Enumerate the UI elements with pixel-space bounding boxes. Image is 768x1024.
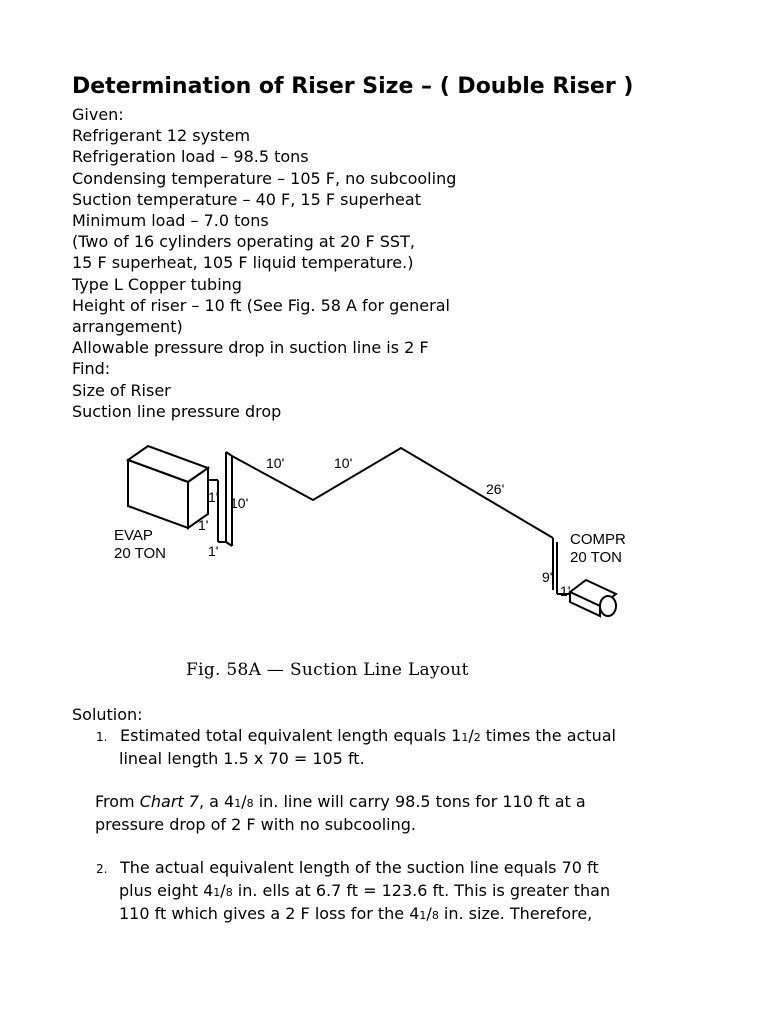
fraction-numerator: 1: [419, 909, 427, 922]
dim-riser-drop-3: 1': [208, 543, 219, 559]
step-number: 1.: [96, 730, 108, 744]
dim-compr-stub: 1': [560, 583, 571, 599]
step-text-part: in. ells at 6.7 ft = 123.6 ft. This is greater than: [232, 881, 611, 900]
evap-tons: 20 TON: [114, 545, 166, 562]
fraction-denominator: 8: [431, 909, 439, 922]
solution-step-2: [72, 857, 722, 926]
page-title: Determination of Riser Size – ( Double Riser ): [72, 74, 634, 99]
step-text: Estimated total equivalent length equals 1: [120, 726, 462, 745]
evaporator-box: [128, 446, 208, 528]
fraction-denominator: 2: [473, 731, 481, 744]
given-line: Suction temperature – 40 F, 15 F superheat: [72, 189, 421, 209]
fraction-numerator: 1: [234, 797, 242, 810]
suction-line-diagram: [108, 430, 638, 660]
document-page: [72, 70, 722, 422]
given-line: Given:: [72, 105, 124, 124]
step-text: The actual equivalent length of the suction line equals 70 ft: [120, 858, 599, 877]
given-line: Suction line pressure drop: [72, 401, 282, 421]
fraction-denominator: 8: [246, 797, 254, 810]
fraction-numerator: 1: [213, 886, 221, 899]
solution-section: [72, 705, 722, 926]
given-line: Height of riser – 10 ft (See Fig. 58 A for general: [72, 295, 450, 315]
para-text: in. line will carry 98.5 tons for 110 ft at a: [253, 792, 586, 811]
step-text-part: plus eight 4: [119, 881, 214, 900]
dim-run-3: 26': [486, 481, 505, 497]
given-line: Allowable pressure drop in suction line is 2 F: [72, 338, 429, 358]
step-text-part: 110 ft which gives a 2 F loss for the 4: [119, 904, 420, 923]
given-line: Type L Copper tubing: [72, 274, 242, 294]
step-text: 110 ft which gives a 2 F loss for the 41/8 in. size. Therefore,: [119, 904, 593, 923]
step-text-part: in. size. Therefore,: [438, 904, 593, 923]
given-line: (Two of 16 cylinders operating at 20 F SST,: [72, 232, 415, 252]
para-text: pressure drop of 2 F with no subcooling.: [95, 815, 416, 834]
given-line: Refrigeration load – 98.5 tons: [72, 147, 309, 167]
compr-tons: 20 TON: [570, 549, 622, 566]
given-line: Condensing temperature – 105 F, no subcooling: [72, 168, 457, 188]
para-text: From: [95, 792, 140, 811]
solution-step-1: 1. Estimated total equivalent length equals 11/2 times the actual lineal length 1.5 x 70 = 105 ft.: [72, 725, 722, 769]
dim-run-2: 10': [334, 455, 353, 471]
given-line: Size of Riser: [72, 380, 171, 400]
given-line: Find:: [72, 359, 111, 379]
dim-compr-drop: 9': [542, 569, 553, 585]
step-text: lineal length 1.5 x 70 = 105 ft.: [119, 749, 365, 768]
chart-reference: Chart 7: [139, 792, 199, 811]
chart-paragraph: From Chart 7, a 41/8 in. line will carry 98.5 tons for 110 ft at a pressure drop of 2 F with no subcooling.: [72, 791, 722, 835]
given-line: Minimum load – 7.0 tons: [72, 211, 269, 231]
suction-line-figure: [108, 430, 638, 690]
para-text: , a 4: [198, 792, 235, 811]
step-text: times the actual: [480, 726, 616, 745]
given-line: 15 F superheat, 105 F liquid temperature.): [72, 253, 414, 273]
compressor-box: [570, 580, 616, 616]
solution-label: Solution:: [72, 705, 143, 724]
dim-riser-drop-2: 1': [198, 517, 209, 533]
given-section: [72, 104, 722, 422]
dim-riser-height: 10': [230, 495, 249, 511]
fraction-denominator: 8: [225, 886, 233, 899]
compr-label: COMPR: [570, 531, 626, 548]
dim-run-1: 10': [266, 455, 285, 471]
fraction-numerator: 1: [461, 731, 469, 744]
evap-label: EVAP: [114, 527, 153, 544]
step-text: plus eight 41/8 in. ells at 6.7 ft = 123.6 ft. This is greater than: [119, 881, 611, 900]
figure-caption: Fig. 58A — Suction Line Layout: [186, 660, 469, 680]
given-line: arrangement): [72, 317, 183, 337]
step-number: 2.: [96, 862, 108, 876]
dim-riser-drop-1: 1': [208, 489, 219, 505]
given-line: Refrigerant 12 system: [72, 126, 251, 146]
